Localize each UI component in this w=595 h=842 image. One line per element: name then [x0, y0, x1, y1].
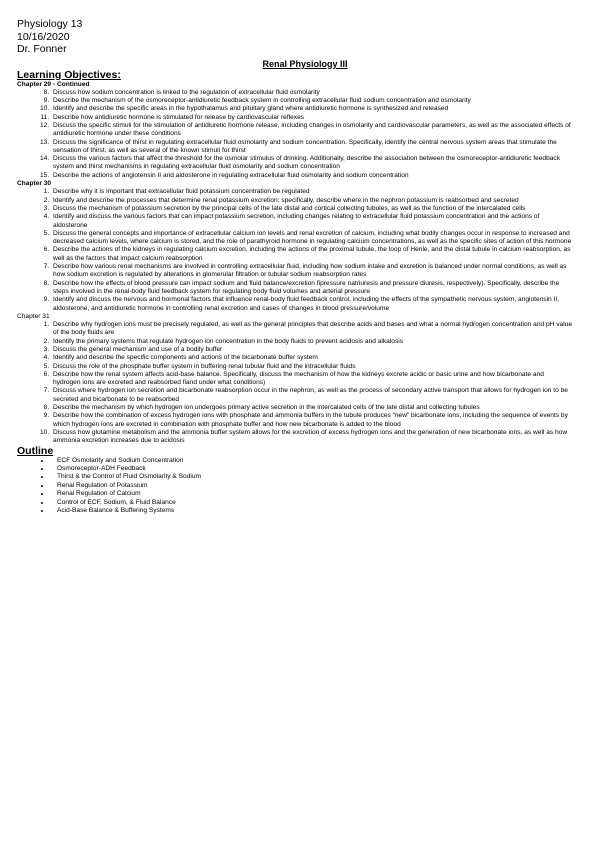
objective-item: 11. Describe how antidiuretic hormone is stimulated for release by cardiovascular reflexes: [51, 114, 573, 122]
objective-item: 3. Discuss the mechanism of potassium secretion by the principal cells of the late distal and cortical collecting tubules, as well as the function of the intercalated cells: [51, 205, 573, 213]
objective-item: 8. Describe the mechanism by which hydrogen ion undergoes primary active secretion in the intercalated cells of the late distal and collecting tubules: [51, 404, 573, 412]
chapter-29-objectives-list: [17, 89, 573, 180]
objective-item: 3. Discuss the general mechanism and use of a bodily buffer: [51, 346, 573, 354]
chapter-29-label: Chapter 29 - Continued: [17, 80, 90, 88]
objective-item: 12. Discuss the specific stimuli for the stimulation of antidiuretic hormone release, including changes in osmolarity and cardiovascular parameters, as well as the associated effects of antidiuretic hormone under these conditions: [51, 122, 573, 139]
objective-item: 8. Describe how the effects of blood pressure can impact sodium and fluid balance/excretion fipressure natriuresis and pressure diuresis, respectively). Specifically, describe the steps involved in the renal-body fluid feedback system for regulating body fluid volumes and arterial pressure: [51, 280, 573, 297]
instructor-name: Dr. Fonner: [17, 43, 67, 55]
chapter-31-label: Chapter 31: [17, 312, 50, 320]
objective-item: 10. Identify and describe the specific areas in the hypothalamus and pituitary gland where antidiuretic hormone is synthesized and released: [51, 105, 573, 113]
outline-item: • Acid-Base Balance & Buffering Systems: [51, 507, 573, 515]
objective-item: 2. Identify and describe the processes that determine renal potassium excretion; specifically, describe where in the nephron potassium is reabsorbed and secreted: [51, 197, 573, 205]
objective-item: 9. Identify and discuss the nervous and hormonal factors that influence renal-body fluid feedback control, including the effects of the sympathetic nervous system, angiotensin II, aldosterone, and antidiuretic hormone in controlling renal excretion and cases of changes in blood pressure/volume: [51, 296, 573, 313]
outline-item: • ECF Osmolarity and Sodium Concentration: [51, 457, 573, 465]
objective-item: 14. Discuss the various factors that affect the threshold for the osmolar stimulus of drinking. Additionally, describe the association between the osmoreceptor-antidiuretic feedback system and thirst mechanisms in regulating extracellular fluid osmolarity and sodium concentration: [51, 155, 573, 172]
objectives-heading: Learning Objectives:: [17, 68, 121, 81]
outline-item: • Control of ECF, Sodium, & Fluid Balance: [51, 499, 573, 507]
lecture-date: 10/16/2020: [17, 30, 70, 43]
outline-item: • Osmoreceptor-ADH Feedback: [51, 465, 573, 473]
document-page: [17, 18, 573, 515]
objective-item: 1. Describe why it is important that extracellular fluid potassium concentration be regulated: [51, 188, 573, 196]
objective-item: 15. Describe the actions of angiotensin II and aldosterone in regulating extracellular fluid osmolarity and sodium concentration: [51, 172, 573, 180]
objective-item: 4. Identify and describe the specific components and actions of the bicarbonate buffer system: [51, 354, 573, 362]
objective-item: 8. Discuss how sodium concentration is linked to the regulation of extracellular fluid osmolarity: [51, 89, 573, 97]
objective-item: 9. Describe how the combination of excess hydrogen ions with phosphate and ammonia buffers in the tubule produces “new” bicarbonate ions, including the sequence of events by which hydrogen ions are excreted in combination with phosphate buffer and how new bicarbonate is added to the blood: [51, 412, 573, 429]
course-name: Physiology 13: [17, 18, 83, 30]
outline-list: [17, 457, 573, 516]
document-title: Renal Physiology III: [262, 58, 348, 69]
objective-item: 1. Describe why hydrogen ions must be precisely regulated, as well as the general principles that describe acids and bases and what a normal hydrogen concentration and pH value of the body fluids are: [51, 321, 573, 338]
objective-item: 13. Discuss the significance of thirst in regulating extracellular fluid osmolarity and sodium concentration. Specifically, identify the central nervous system areas that stimulate the sensation of thirst, as well as several of the known stimuli for thirst: [51, 139, 573, 156]
chapter-31-objectives-list: [17, 321, 573, 445]
objective-item: 7. Discuss where hydrogen ion secretion and bicarbonate reabsorption occur in the nephron, as well as the process of secondary active transport that allows for hydrogen ion to be secreted and bicarbonate to be reabsorbed: [51, 387, 573, 404]
objective-item: 10. Discuss how glutamine metabolism and the ammonia buffer system allows for the excretion of excess hydrogen ions and the generation of new bicarbonate ions, as well as how ammonia excretion increases due to acidosis: [51, 429, 573, 446]
chapter-30-objectives-list: [17, 188, 573, 312]
objective-item: 6. Describe the actions of the kidneys in regulating calcium excretion, including the actions of the proximal tubule, the loop of Henle, and the distal tubule in calcium reabsorption, as well as the factors that impact calcium reabsorption: [51, 246, 573, 263]
objective-item: 6. Describe how the renal system affects acid-base balance. Specifically, discuss the mechanism of how the kidneys excrete acidic or basic urine and how bicarbonate and hydrogen ions are excreted and reabsorbed fiand under what conditions): [51, 371, 573, 388]
chapter-30-label: Chapter 30: [17, 180, 52, 188]
outline-item: • Renal Regulation of Potassium: [51, 482, 573, 490]
outline-item: • Renal Regulation of Calcium: [51, 490, 573, 498]
objective-item: 2. Identify the primary systems that regulate hydrogen ion concentration in the body fluids to prevent acidosis and alkalosis: [51, 338, 573, 346]
outline-item: • Thirst & the Control of Fluid Osmolarity & Sodium: [51, 473, 573, 481]
outline-heading: Outline: [17, 444, 54, 457]
objective-item: 5. Discuss the role of the phosphate buffer system in buffering renal tubular fluid and the intracellular fluids: [51, 363, 573, 371]
objective-item: 4. Identify and discuss the various factors that can impact potassium secretion, including changes relating to extracellular fluid potassium concentration and the actions of aldosterone: [51, 213, 573, 230]
objective-item: 7. Describe how various renal mechanisms are involved in controlling extracellular fluid, including how sodium intake and excretion is balanced under normal conditions, as well as how sodium excretion is regulated by alterations in glomerular filtration or tubular sodium reabsorption rates: [51, 263, 573, 280]
objective-item: 9. Describe the mechanism of the osmoreceptor-antidiuretic feedback system in controlling extracellular fluid sodium concentration and osmolarity: [51, 97, 573, 105]
objective-item: 5. Discuss the general concepts and importance of extracellular calcium ion levels and renal excretion of calcium, including what bodily changes occur in response to increased and decreased calcium levels, where calcium is stored, and the role of parathyroid hormone in regulating calcium concentrations, as well as the specific sites of action of this hormone: [51, 230, 573, 247]
